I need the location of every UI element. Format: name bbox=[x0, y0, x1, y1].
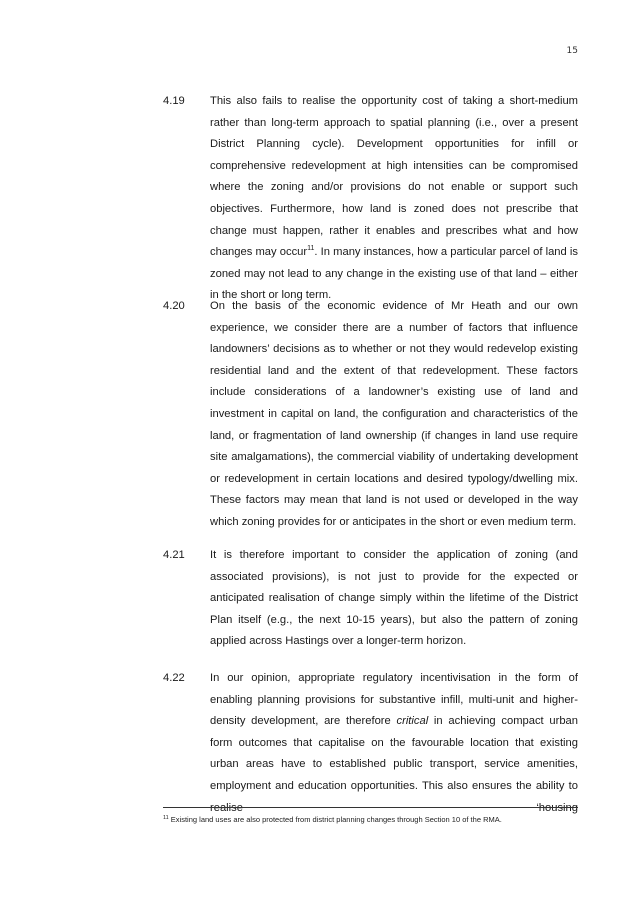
footnote-reference[interactable]: 11 bbox=[307, 245, 315, 253]
footnote-separator bbox=[163, 807, 578, 808]
paragraph-text-part: This also fails to realise the opportunity cost of taking a short-medium rather than long-term approach to spatial planning (i.e., over a present District Planning cycle). Development opportunities for infill or comprehensive redevelopment at high intensities can be compromised where the zoning and/or provisions do not enable or support such objectives. Furthermore, how land is zoned does not prescribe that change must happen, rather it enables and prescribes what and how changes may occur bbox=[210, 95, 578, 259]
paragraph-4-21 bbox=[163, 545, 578, 653]
footnote-number: 11 bbox=[163, 815, 169, 821]
paragraph-text bbox=[210, 668, 578, 819]
emphasized-word: critical bbox=[396, 715, 429, 728]
paragraph-text-part: in achieving compact urban form outcomes that capitalise on the favourable location that existing urban areas have to established public transport, service amenities, employment and education opportunities. This also ensures the ability to realise ‘housing bbox=[210, 715, 578, 814]
page-number: 15 bbox=[566, 46, 578, 56]
footnote bbox=[163, 815, 502, 824]
paragraph-text bbox=[210, 91, 578, 307]
footnote-text: Existing land uses are also protected from district planning changes through Section 10 of the RMA. bbox=[168, 815, 502, 824]
paragraph-4-20 bbox=[163, 296, 578, 534]
paragraph-number: 4.19 bbox=[163, 95, 185, 107]
paragraph-text: It is therefore important to consider the application of zoning (and associated provisions), is not just to provide for the expected or anticipated realisation of change simply within the lifetime of the District Plan itself (e.g., the next 10-15 years), but also the pattern of zoning applied across Hastings over a longer-term horizon. bbox=[210, 549, 578, 648]
paragraph-number: 4.21 bbox=[163, 549, 185, 561]
paragraph-text-part: In our opinion, appropriate regulatory incentivisation in the form of enabling planning provisions for substantive infill, multi-unit and higher-density development, are therefore bbox=[210, 672, 578, 728]
paragraph-text: On the basis of the economic evidence of Mr Heath and our own experience, we consider there are a number of factors that influence landowners’ decisions as to whether or not they would redevelop existing residential land and the extent of that redevelopment. These factors include considerations of a landowner’s existing use of land and investment in capital on land, the configuration and characteristics of the land, or fragmentation of land ownership (if changes in land use require site amalgamations), the commercial viability of undertaking development or redevelopment in certain locations and desired typology/dwelling mix. These factors may mean that land is not used or developed in the way which zoning provides for or anticipates in the short or even medium term. bbox=[210, 300, 578, 528]
paragraph-number: 4.20 bbox=[163, 300, 185, 312]
paragraph-4-19 bbox=[163, 91, 578, 307]
paragraph-4-22 bbox=[163, 668, 578, 819]
paragraph-text-part: . In many instances, how a particular parcel of land is zoned may not lead to any change in the existing use of that land – either in the short or long term. bbox=[210, 246, 578, 302]
paragraph-number: 4.22 bbox=[163, 672, 185, 684]
